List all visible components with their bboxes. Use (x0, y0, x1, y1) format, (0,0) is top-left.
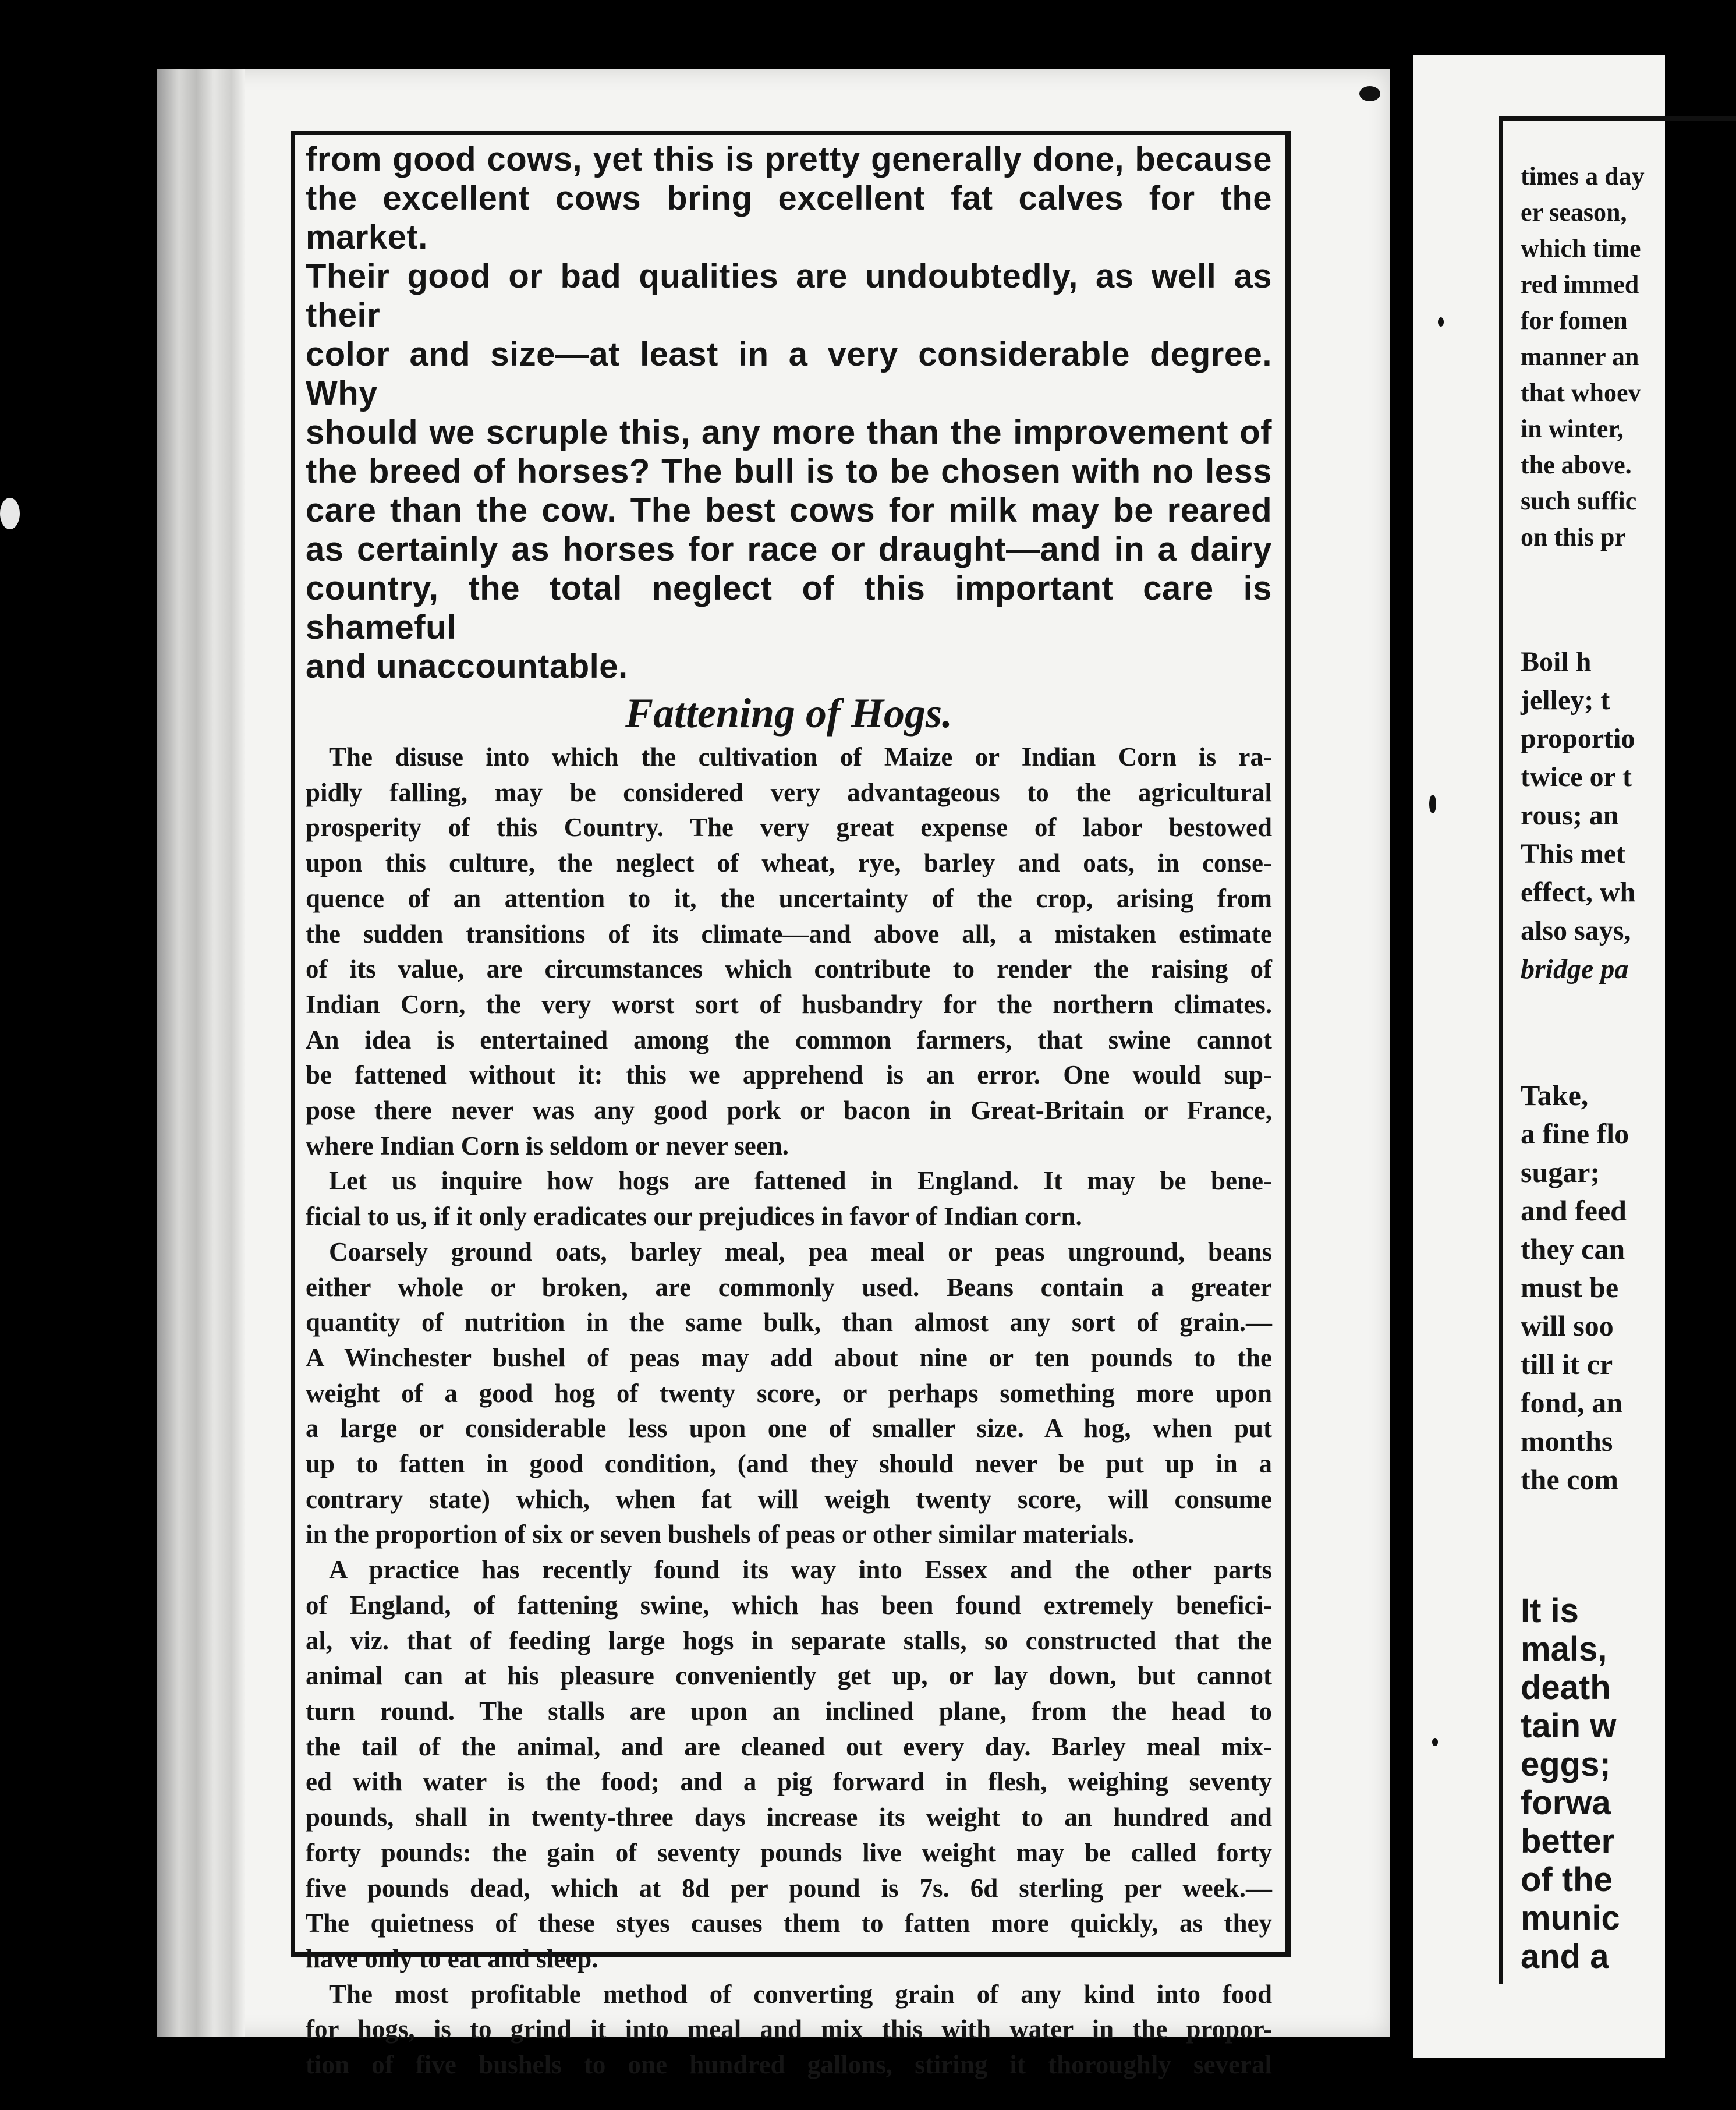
text-line: where Indian Corn is seldom or never seen. (306, 1131, 789, 1160)
text-line: prosperity of this Country. The very great expense of labor bestowed (306, 813, 1272, 842)
text-line: Their good or bad qualities are undoubtedly, as well as their (306, 257, 1272, 334)
page-edge (157, 69, 245, 2037)
text-line: and feed (1521, 1194, 1627, 1227)
text-line: care than the cow. The best cows for milk may be reared (306, 491, 1272, 529)
text-line: This met (1521, 838, 1625, 869)
text-line: and a (1521, 1938, 1609, 1976)
text-line: The disuse into which the cultivation of Maize or Indian Corn is ra- (329, 742, 1272, 771)
text-line: Let us inquire how hogs are fattened in England. It may be bene- (329, 1166, 1272, 1196)
text-line: they can (1521, 1233, 1625, 1265)
left-page-text (306, 140, 1272, 2080)
text-line: of its value, are circumstances which contribute to render the raising of (306, 954, 1272, 984)
text-line: till it cr (1521, 1348, 1613, 1380)
text-line: five pounds dead, which at 8d per pound is 7s. 6d sterling per week.— (306, 1873, 1272, 1903)
text-line: munic (1521, 1899, 1620, 1937)
text-line: twice or t (1521, 762, 1632, 792)
scan-speck (0, 498, 20, 529)
text-line: mals, (1521, 1630, 1607, 1668)
text-line: quence of an attention to it, the uncertainty of the crop, arising from (306, 883, 1272, 913)
text-line: the tail of the animal, and are cleaned out every day. Barley meal mix- (306, 1732, 1272, 1761)
text-line: pose there never was any good pork or bacon in Great-Britain or France, (306, 1096, 1272, 1125)
text-line: eggs; (1521, 1746, 1611, 1783)
book-gutter (1390, 52, 1413, 2032)
scan-speck (1432, 1738, 1438, 1746)
text-line: turn round. The stalls are upon an inclined plane, from the head to (306, 1696, 1272, 1726)
right-block-2 (1521, 643, 1672, 989)
text-line: Boil h (1521, 646, 1592, 677)
scan-speck (1438, 317, 1444, 327)
text-line: al, viz. that of feeding large hogs in separate stalls, so constructed that the (306, 1626, 1272, 1655)
text-line: upon this culture, the neglect of wheat, rye, barley and oats, in conse- (306, 848, 1272, 878)
text-line: It is (1521, 1592, 1579, 1630)
text-line: should we scruple this, any more than the improvement of (306, 413, 1272, 451)
text-line: ficial to us, if it only eradicates our prejudices in favor of Indian corn. (306, 1202, 1082, 1231)
text-line: bridge pa (1521, 954, 1629, 985)
text-line: as certainly as horses for race or draught—and in a dairy (306, 530, 1272, 568)
text-line: A practice has recently found its way into Essex and the other parts (329, 1555, 1272, 1585)
text-line: er season, (1521, 198, 1627, 226)
text-line: months (1521, 1425, 1613, 1457)
text-line: times a day (1521, 162, 1645, 190)
right-block-3 (1521, 1076, 1672, 1499)
text-line: must be (1521, 1271, 1619, 1304)
text-line: animal can at his pleasure conveniently get up, or lay down, but cannot (306, 1661, 1272, 1691)
text-line: the sudden transitions of its climate—and above all, a mistaken estimate (306, 919, 1272, 948)
text-line: from good cows, yet this is pretty generally done, because (306, 140, 1272, 178)
text-line: pounds, shall in twenty-three days increase its weight to an hundred and (306, 1803, 1272, 1832)
text-line: a large or considerable less upon one of smaller size. A hog, when put (306, 1414, 1272, 1443)
text-line: Coarsely ground oats, barley meal, pea meal or peas unground, beans (329, 1237, 1272, 1266)
text-line: the breed of horses? The bull is to be chosen with no less (306, 452, 1272, 490)
text-line: the above. (1521, 451, 1632, 479)
text-line: will soo (1521, 1309, 1614, 1342)
text-line: and unaccountable. (306, 647, 628, 685)
text-line: quantity of nutrition in the same bulk, than almost any sort of grain.— (306, 1308, 1272, 1337)
text-line: country, the total neglect of this important care is shameful (306, 569, 1272, 646)
text-line: sugar; (1521, 1156, 1600, 1188)
text-line: The quietness of these styes causes them to fatten more quickly, as they (306, 1909, 1272, 1938)
text-line: either whole or broken, are commonly used. Beans contain a greater (306, 1272, 1272, 1302)
right-block-4 (1521, 1592, 1672, 1976)
article-body (306, 739, 1272, 2083)
text-line: forwa (1521, 1784, 1611, 1822)
text-line: up to fatten in good condition, (and they should never be put up in a (306, 1449, 1272, 1479)
text-line: forty pounds: the gain of seventy pounds live weight may be called forty (306, 1838, 1272, 1867)
text-line: color and size—at least in a very considerable degree. Why (306, 335, 1272, 412)
intro-paragraph (306, 140, 1272, 686)
text-line: which time (1521, 234, 1641, 263)
text-line: such suffic (1521, 487, 1637, 515)
text-line: effect, wh (1521, 877, 1636, 908)
text-line: pidly falling, may be considered very advantageous to the agricultural (306, 777, 1272, 807)
text-line: proportio (1521, 723, 1635, 754)
text-line: in winter, (1521, 415, 1624, 443)
text-line: Take, (1521, 1079, 1589, 1111)
scan-speck (1429, 795, 1436, 813)
text-line: of the (1521, 1861, 1613, 1899)
text-line: The most profitable method of converting grain of any kind into food (329, 1979, 1272, 2009)
text-line: Indian Corn, the very worst sort of husbandry for the northern climates. (306, 989, 1272, 1019)
text-line: ed with water is the food; and a pig forward in flesh, weighing seventy (306, 1767, 1272, 1797)
right-page-text (1521, 158, 1672, 1976)
text-line: rous; an (1521, 800, 1619, 831)
text-line: in the proportion of six or seven bushels of peas or other similar materials. (306, 1520, 1135, 1549)
text-line: tion of five bushels to one hundred gallons, stiring it thoroughly several (306, 2050, 1272, 2080)
text-line: that whoev (1521, 378, 1641, 407)
section-heading: Fattening of Hogs. (625, 690, 953, 737)
text-line: red immed (1521, 270, 1639, 299)
text-line: of England, of fattening swine, which has been found extremely benefici- (306, 1590, 1272, 1620)
text-line: death (1521, 1669, 1611, 1707)
text-line: have only to eat and sleep. (306, 1943, 598, 1973)
text-line: contrary state) which, when fat will weigh twenty score, will consume (306, 1484, 1272, 1514)
text-line: A Winchester bushel of peas may add about nine or ten pounds to the (306, 1343, 1272, 1372)
text-line: for fomen (1521, 306, 1628, 335)
text-line: tain w (1521, 1707, 1617, 1745)
text-line: on this pr (1521, 523, 1626, 551)
text-line: An idea is entertained among the common farmers, that swine cannot (306, 1025, 1272, 1054)
text-line: also says, (1521, 915, 1631, 946)
text-line: better (1521, 1822, 1615, 1860)
text-line: jelley; t (1521, 685, 1610, 716)
text-line: manner an (1521, 342, 1639, 371)
text-line: be fattened without it: this we apprehend is an error. One would sup- (306, 1060, 1272, 1090)
text-line: for hogs, is to grind it into meal and mix this with water in the propor- (306, 2015, 1272, 2044)
text-line: the excellent cows bring excellent fat calves for the market. (306, 179, 1272, 256)
scan-speck (1359, 86, 1380, 101)
right-block-1 (1521, 158, 1672, 555)
text-line: a fine flo (1521, 1117, 1629, 1150)
text-line: the com (1521, 1463, 1618, 1496)
text-line: fond, an (1521, 1386, 1623, 1419)
text-line: weight of a good hog of twenty score, or perhaps something more upon (306, 1378, 1272, 1408)
